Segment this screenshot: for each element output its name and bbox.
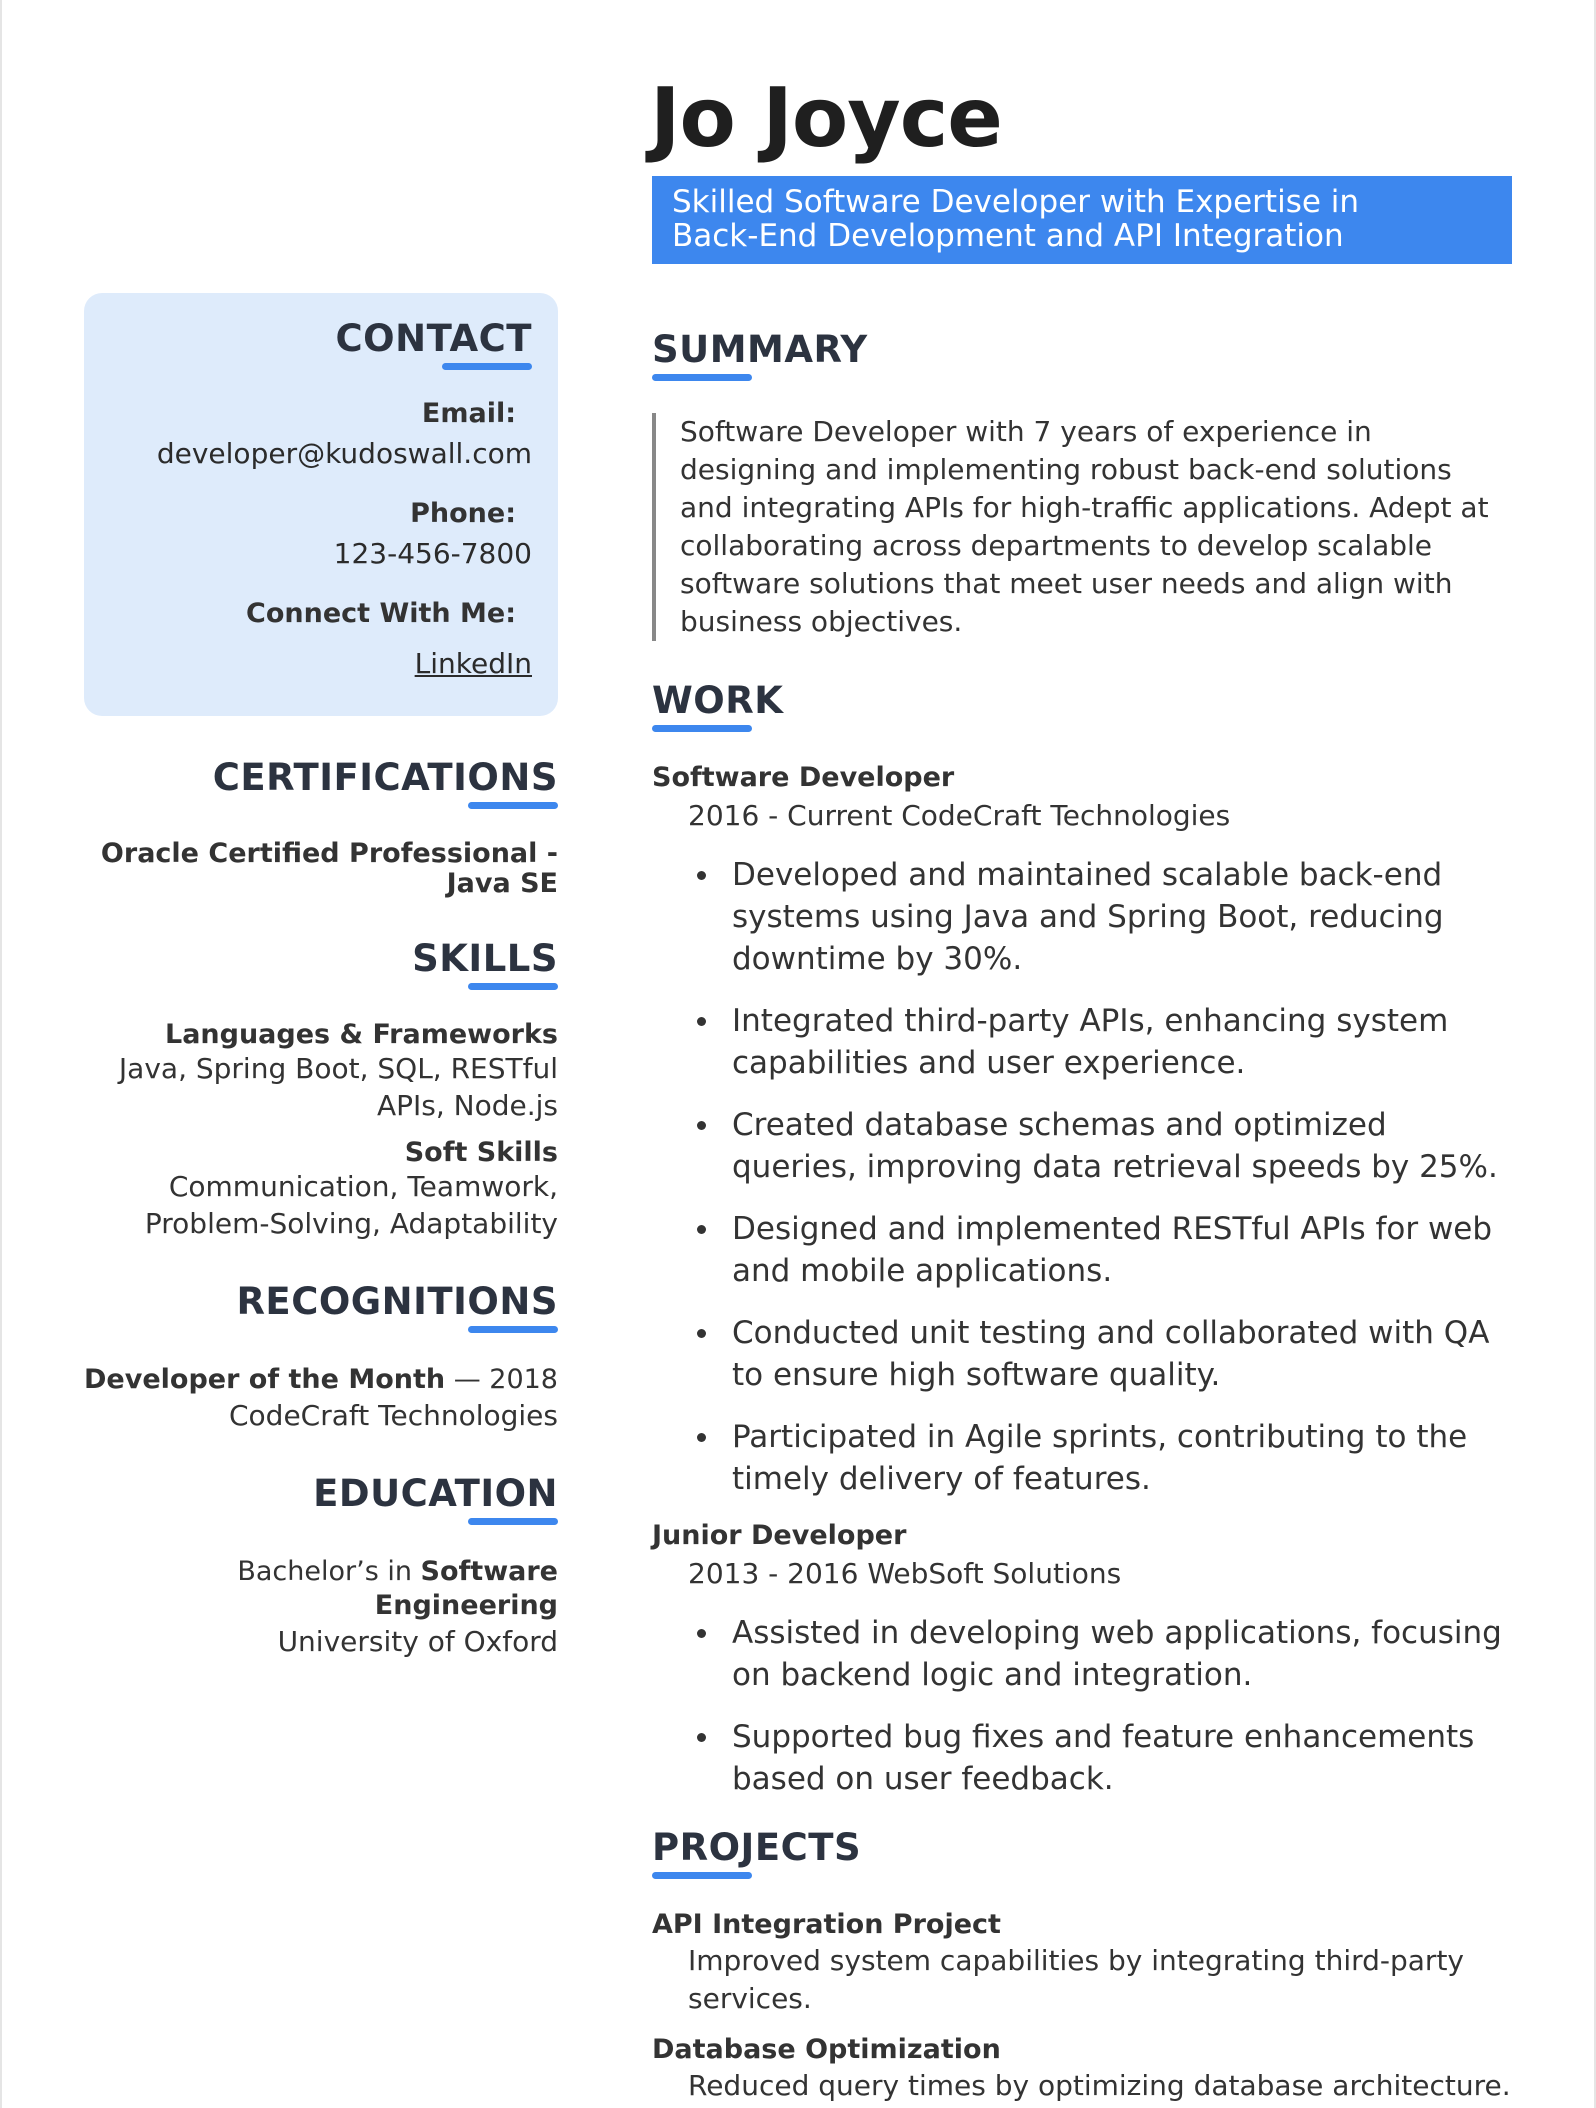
work-section	[652, 679, 1512, 1800]
right-column	[652, 328, 1512, 2105]
tagline-line-1: Skilled Software Developer with Expertise in	[672, 184, 1360, 220]
projects-section	[652, 1826, 1512, 2105]
project-desc: Reduced query times by optimizing database architecture.	[688, 2069, 1511, 2102]
project-title: API Integration Project	[652, 1909, 1001, 1940]
job-bullet: Designed and implemented RESTful APIs for web and mobile applications.	[652, 1208, 1512, 1292]
contact-heading: CONTACT	[336, 317, 532, 370]
work-heading: WORK	[652, 679, 783, 732]
email-label: Email:	[421, 398, 516, 429]
job-bullet: Supported bug fixes and feature enhancements based on user feedback.	[652, 1716, 1512, 1800]
candidate-name: Jo Joyce	[650, 71, 1002, 166]
project-title: Database Optimization	[652, 2034, 1001, 2065]
skills-group-line: Java, Spring Boot, SQL, RESTful	[118, 1052, 558, 1085]
recognition-item	[84, 1363, 558, 1434]
job-meta: 2016 - Current CodeCraft Technologies	[688, 799, 1231, 832]
summary-heading: SUMMARY	[652, 328, 868, 381]
education-item	[84, 1555, 558, 1660]
summary-section	[652, 328, 1512, 641]
recognition-award-line	[84, 1363, 558, 1397]
recognition-org: CodeCraft Technologies	[228, 1399, 558, 1432]
skills-group-line: APIs, Node.js	[376, 1089, 558, 1122]
education-school: University of Oxford	[277, 1625, 558, 1658]
job-bullet: Integrated third-party APIs, enhancing system capabilities and user experience.	[652, 1000, 1512, 1084]
certifications-section	[84, 756, 558, 899]
job-bullet: Developed and maintained scalable back-end systems using Java and Spring Boot, reducing downtime by 30%.	[652, 854, 1512, 980]
skills-group-soft	[84, 1138, 558, 1242]
projects-heading: PROJECTS	[652, 1826, 861, 1879]
education-section	[84, 1472, 558, 1660]
job-bullets	[652, 1612, 1512, 1800]
project-entry	[652, 2034, 1512, 2105]
job-bullet: Assisted in developing web applications, focusing on backend logic and integration.	[652, 1612, 1512, 1696]
recognitions-heading: RECOGNITIONS	[236, 1280, 558, 1333]
project-desc: Improved system capabilities by integrating third-party services.	[688, 1944, 1464, 2015]
job-bullet: Created database schemas and optimized queries, improving data retrieval speeds by 25%.	[652, 1104, 1512, 1188]
email-value[interactable]: developer@kudoswall.com	[156, 437, 532, 470]
job-title: Junior Developer	[652, 1520, 907, 1551]
skills-group-languages	[84, 1020, 558, 1124]
job-bullet: Conducted unit testing and collaborated with QA to ensure high software quality.	[652, 1312, 1512, 1396]
education-degree-prefix: Bachelor’s in	[237, 1556, 421, 1587]
left-column	[84, 293, 558, 1660]
education-heading: EDUCATION	[313, 1472, 558, 1525]
project-entry	[652, 1909, 1512, 2018]
skills-group-title: Soft Skills	[404, 1137, 558, 1168]
phone-label: Phone:	[410, 498, 516, 529]
certifications-heading: CERTIFICATIONS	[213, 756, 558, 809]
education-degree-field: Software Engineering	[374, 1556, 558, 1621]
job-entry	[652, 1520, 1512, 1800]
job-entry	[652, 762, 1512, 1500]
recognition-year: — 2018	[445, 1364, 558, 1395]
certification-line-2: Java SE	[446, 868, 558, 899]
job-title: Software Developer	[652, 762, 955, 793]
job-bullets	[652, 854, 1512, 1500]
certification-line-1: Oracle Certified Professional -	[100, 838, 558, 869]
skills-group-line: Problem-Solving, Adaptability	[144, 1207, 558, 1240]
contact-box	[84, 293, 558, 716]
education-degree-line	[84, 1555, 558, 1623]
phone-value: 123-456-7800	[333, 537, 532, 570]
skills-heading: SKILLS	[412, 937, 558, 990]
recognition-award: Developer of the Month	[84, 1364, 446, 1395]
job-meta: 2013 - 2016 WebSoft Solutions	[688, 1557, 1122, 1590]
tagline-banner	[652, 176, 1512, 264]
certification-item	[84, 839, 558, 899]
tagline-line-2: Back-End Development and API Integration	[672, 218, 1344, 254]
skills-group-title: Languages & Frameworks	[164, 1019, 558, 1050]
linkedin-link[interactable]: LinkedIn	[414, 647, 532, 680]
skills-group-line: Communication, Teamwork,	[168, 1170, 558, 1203]
summary-text: Software Developer with 7 years of experience in designing and implementing robust back-end solutions and integrating APIs for high-traffic applications. Adept at collaborating across departments to develop scalable software solutions that meet user needs and align with business objectives.	[652, 413, 1512, 641]
skills-section	[84, 937, 558, 1242]
job-bullet: Participated in Agile sprints, contributing to the timely delivery of features.	[652, 1416, 1512, 1500]
recognitions-section	[84, 1280, 558, 1434]
connect-label: Connect With Me:	[246, 598, 516, 629]
